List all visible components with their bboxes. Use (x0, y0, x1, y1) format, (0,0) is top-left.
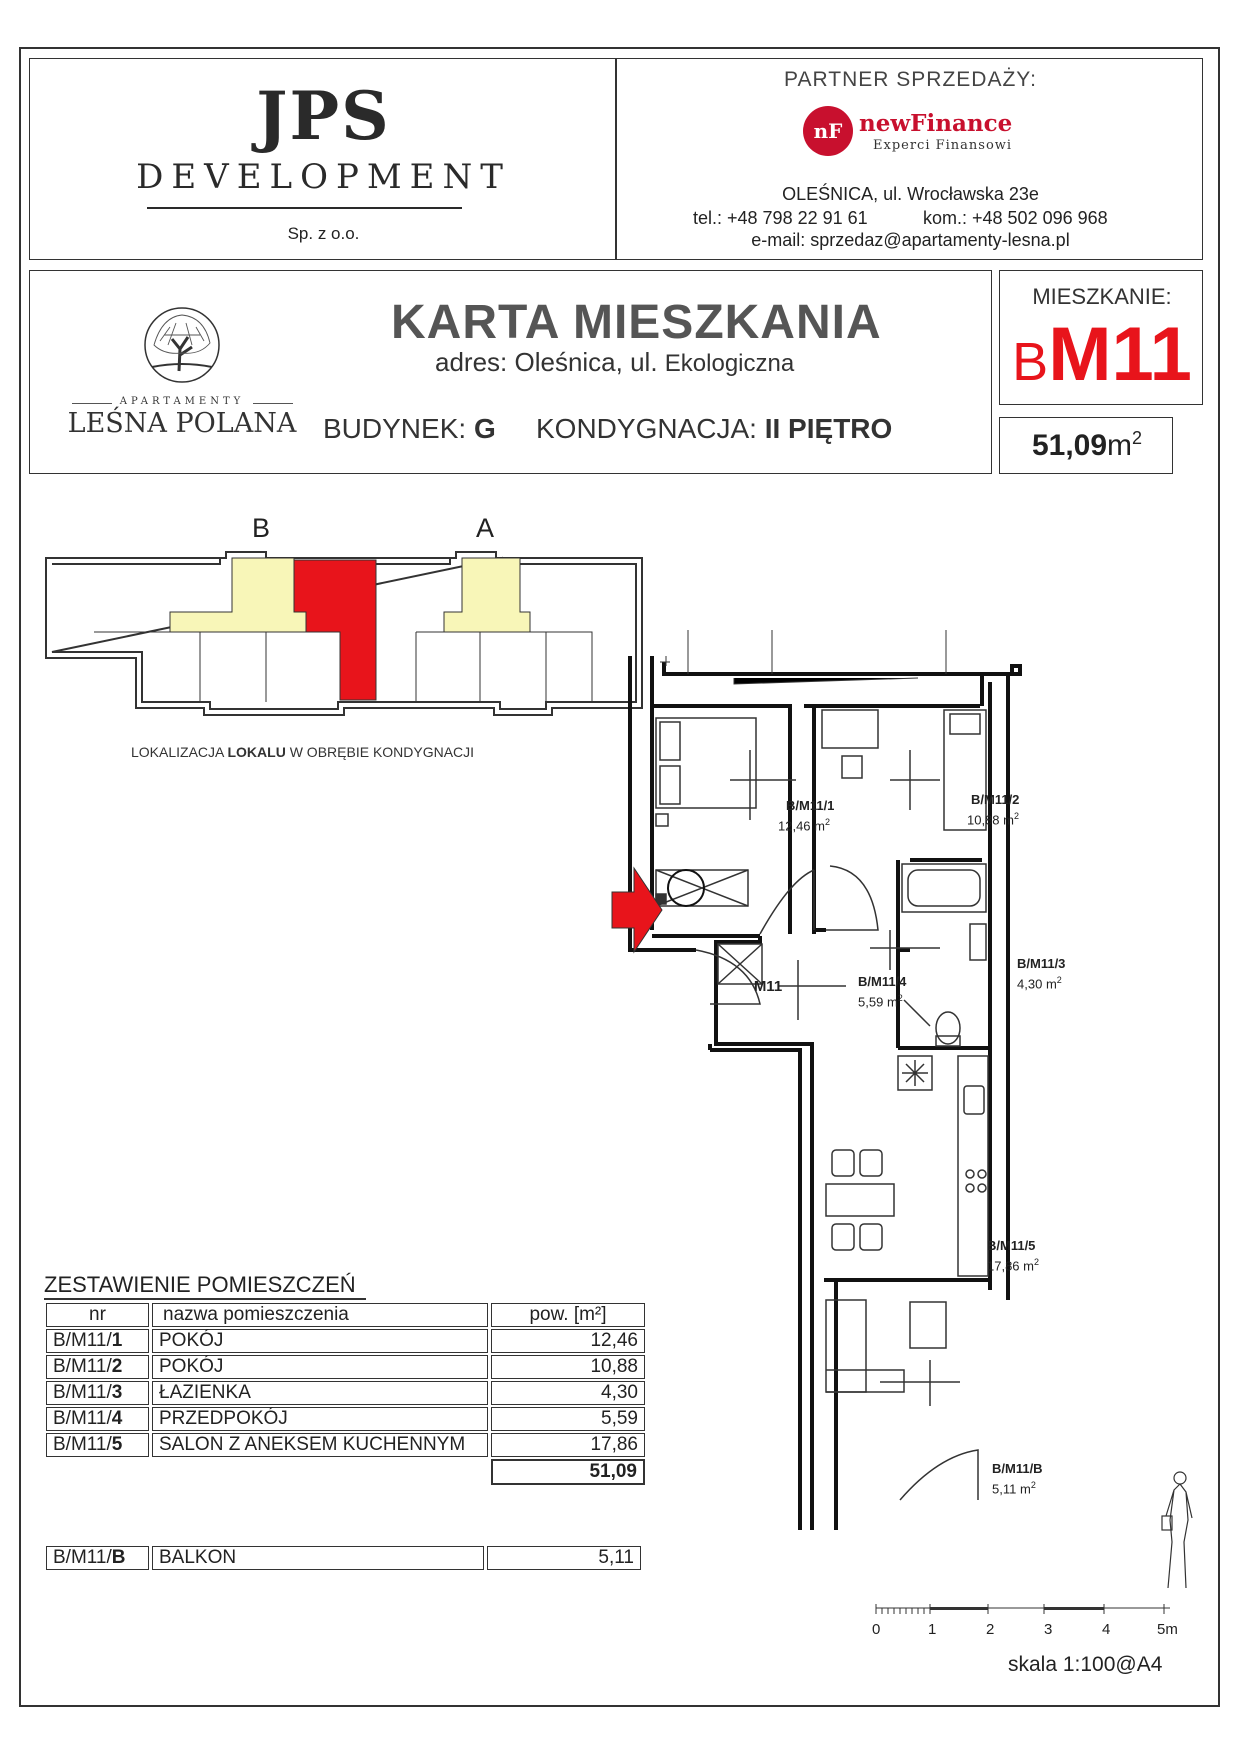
rooms-table-title-rule (44, 1298, 366, 1300)
plan-label-r1 (778, 797, 835, 834)
table-row (46, 1329, 645, 1353)
floor-value: II PIĘTRO (764, 413, 893, 444)
keyplan-unit-highlight (294, 560, 376, 700)
keyplan-diagram (44, 550, 644, 720)
entrance-marker (668, 870, 704, 906)
balcony-name: BALKON (152, 1546, 484, 1570)
row-name: POKÓJ (152, 1329, 488, 1353)
partner-heading: PARTNER SPRZEDAŻY: (784, 68, 1037, 91)
estate-name: LEŚNA POLANA (67, 408, 297, 439)
apartment-area (1000, 428, 1174, 463)
table-row (46, 1546, 641, 1570)
scale-tick-5: 5m (1157, 1621, 1178, 1638)
header-name: nazwa pomieszczenia (152, 1303, 488, 1327)
plan-r1-area: 12,46 $m^2$ (778, 817, 831, 834)
scale-tick-2: 2 (986, 1621, 995, 1638)
row-area: 17,86 (491, 1433, 645, 1457)
partner-email: e-mail: sprzedaz@apartamenty-lesna.pl (751, 230, 1070, 250)
plan-r1-id: B/M11/1 (786, 798, 835, 813)
plan-r5-id: B/M11/5 (987, 1238, 1036, 1253)
scale-caption: skala 1:100@A4 (1008, 1653, 1163, 1676)
newfinance-name: newFinance (859, 110, 1013, 137)
developer-logo-subtitle: DEVELOPMENT (136, 157, 511, 197)
rooms-table-wrap (43, 1301, 648, 1487)
newfinance-tagline: Experci Finansowi (873, 138, 1013, 153)
plan-label-r2 (967, 791, 1020, 828)
row-nr: B/M11/3 (46, 1381, 149, 1405)
floor-plan (600, 630, 1120, 1530)
row-area: 5,59 (491, 1407, 645, 1431)
apartment-prefix: B (1012, 332, 1049, 392)
keyplan-stair-a (444, 558, 530, 632)
developer-logo-name: JPS (256, 77, 391, 155)
row-nr: B/M11/5 (46, 1433, 149, 1457)
caption-post: W OBRĘBIE KONDYGNACJI (289, 744, 475, 760)
keyplan-caption (131, 744, 474, 760)
caption-pre: LOKALIZACJA (131, 744, 224, 760)
developer-legal: Sp. z o.o. (287, 224, 360, 243)
area-value: 51,09 (1031, 429, 1108, 462)
keyplan-label-a: A (476, 513, 495, 543)
tree-logo-icon (142, 305, 222, 385)
balcony-nr: B/M11/B (46, 1546, 149, 1570)
area-unit: m (1107, 429, 1133, 462)
scale-bar (874, 1600, 1184, 1616)
plan-rb-area: 5,11 $m^2$ (992, 1480, 1036, 1497)
apartment-label: MIESZKANIE: (1032, 284, 1172, 309)
total-area: 51,09 (491, 1459, 645, 1485)
partner-address: OLEŚNICA, ul. Wrocławska 23e (782, 184, 1039, 204)
table-row (46, 1381, 645, 1405)
plan-label-r3 (1017, 955, 1065, 992)
plan-r5-area: 17,86 $m^2$ (987, 1257, 1040, 1274)
keyplan-label-b: B (252, 513, 271, 543)
floor-line (536, 413, 892, 445)
area-sup: 2 (1132, 428, 1143, 448)
scale-tick-3: 3 (1044, 1621, 1053, 1638)
card-box (29, 270, 992, 474)
plan-label-rb (992, 1460, 1043, 1497)
table-row (46, 1355, 645, 1379)
partner-box (616, 58, 1203, 260)
plan-r3-area: 4,30 $m^2$ (1017, 975, 1062, 992)
plan-r4-area: 5,59 $m^2$ (858, 993, 903, 1010)
card-title: KARTA MIESZKANIA (391, 296, 882, 349)
apartment-number: M11 (1048, 312, 1192, 397)
keyplan-stair-b (170, 558, 306, 632)
card-address (435, 347, 794, 378)
building-line (323, 413, 496, 445)
total-spacer (152, 1459, 488, 1485)
table-row (46, 1407, 645, 1431)
developer-logo-rule (147, 207, 462, 209)
scale-tick-4: 4 (1102, 1621, 1111, 1638)
nf-badge-icon: nF (803, 106, 853, 156)
rooms-table (43, 1301, 648, 1487)
plan-entrance-label: M11 (753, 978, 783, 995)
table-total-row (46, 1459, 645, 1485)
estate-small: APARTAMENTY (119, 396, 245, 407)
newfinance-logo (803, 106, 1033, 160)
plan-label-r5 (987, 1237, 1039, 1274)
partner-tel: tel.: +48 798 22 91 61 (693, 208, 868, 228)
balcony-table-wrap (43, 1544, 644, 1572)
estate-logo-rule-right (253, 403, 293, 404)
row-name: ŁAZIENKA (152, 1381, 488, 1405)
row-area: 12,46 (491, 1329, 645, 1353)
building-label: BUDYNEK: (323, 413, 467, 444)
row-nr: B/M11/4 (46, 1407, 149, 1431)
floor-label: KONDYGNACJA: (536, 413, 757, 444)
plan-r2-area: 10,88 $m^2$ (967, 811, 1020, 828)
address-label: adres: Oleśnica, ul. (435, 347, 658, 377)
plan-rb-id: B/M11/B (992, 1461, 1043, 1476)
table-header-row (46, 1303, 645, 1327)
human-scale-figure-icon (1158, 1470, 1198, 1590)
developer-box (29, 58, 616, 260)
apartment-code (1000, 312, 1204, 416)
scale-tick-1: 1 (928, 1621, 937, 1638)
row-area: 10,88 (491, 1355, 645, 1379)
plan-r4-id: B/M11/4 (858, 974, 907, 989)
table-row (46, 1433, 645, 1457)
plan-label-r4 (858, 973, 906, 1010)
total-spacer (46, 1459, 149, 1485)
row-name: POKÓJ (152, 1355, 488, 1379)
scale-tick-0: 0 (872, 1621, 881, 1638)
partner-mobile: kom.: +48 502 096 968 (923, 208, 1108, 228)
row-name: PRZEDPOKÓJ (152, 1407, 488, 1431)
row-nr: B/M11/2 (46, 1355, 149, 1379)
balcony-area: 5,11 (487, 1546, 641, 1570)
header-area: pow. [m²] (491, 1303, 645, 1327)
building-value: G (473, 413, 496, 444)
apartment-code-box (999, 270, 1203, 405)
caption-bold: LOKALU (227, 744, 286, 760)
row-area: 4,30 (491, 1381, 645, 1405)
row-nr: B/M11/1 (46, 1329, 149, 1353)
plan-r2-id: B/M11/2 (971, 792, 1020, 807)
header-nr: nr (46, 1303, 149, 1327)
row-name: SALON Z ANEKSEM KUCHENNYM (152, 1433, 488, 1457)
address-street: Ekologiczna (664, 350, 795, 377)
entrance-arrow-icon (612, 868, 662, 952)
rooms-table-title: ZESTAWIENIE POMIESZCZEŃ (44, 1272, 356, 1297)
balcony-table (43, 1544, 644, 1572)
plan-r3-id: B/M11/3 (1017, 956, 1066, 971)
apartment-area-box (999, 417, 1173, 474)
